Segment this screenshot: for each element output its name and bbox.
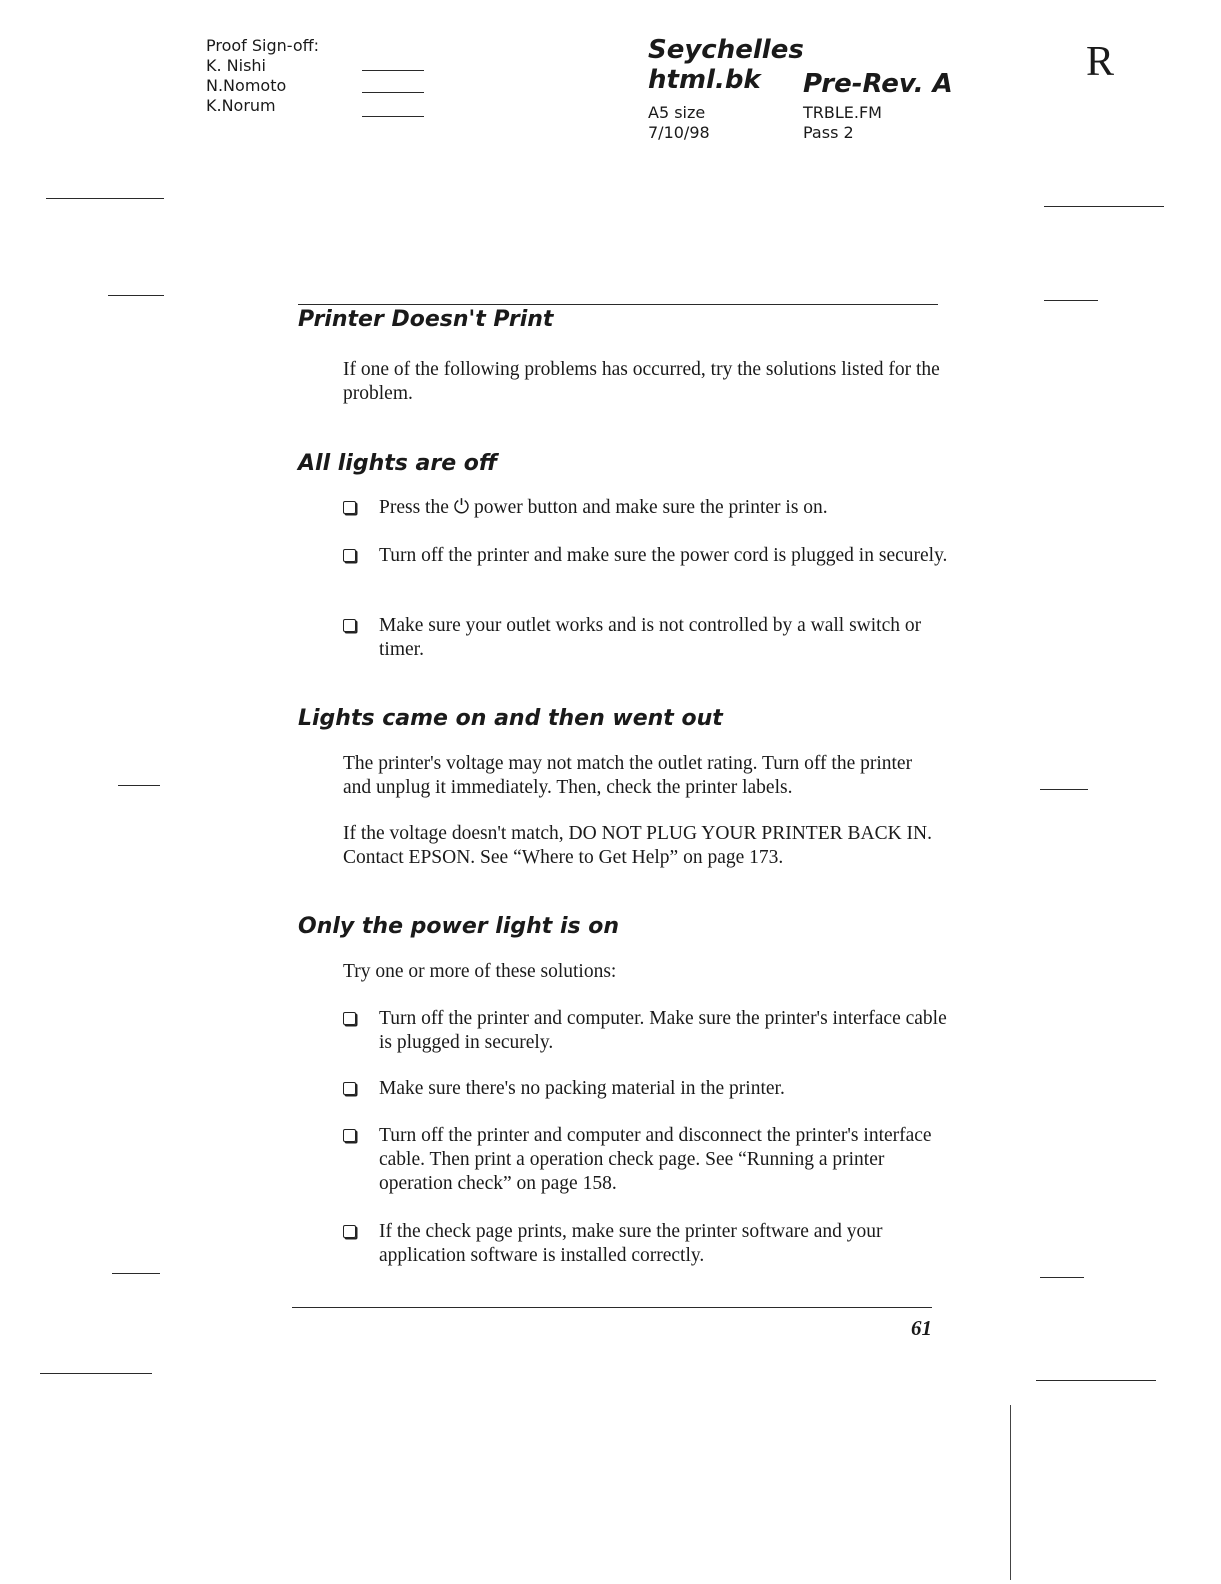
- checkbox-bullet-icon: [343, 549, 356, 562]
- signer-name: N.Nomoto: [206, 76, 287, 95]
- file-label: TRBLE.FM: [803, 103, 882, 122]
- revision-label: Pre-Rev. A: [803, 69, 953, 99]
- signature-line: [362, 70, 424, 71]
- checkbox-bullet-icon: [343, 501, 356, 514]
- footer-rule: [292, 1307, 932, 1308]
- book-file: html.bk: [648, 65, 761, 95]
- list-item-text: Make sure there's no packing material in the printer.: [379, 1078, 785, 1099]
- paragraph: Try one or more of these solutions:: [343, 961, 617, 982]
- proof-label: Proof Sign-off:: [206, 36, 320, 55]
- paragraph: If the voltage doesn't match, DO NOT PLUG YOUR PRINTER BACK IN. Contact EPSON. See “Where to Get Help” on page 173.: [343, 823, 932, 868]
- crop-mark: [46, 198, 164, 199]
- book-title: Seychelles: [648, 35, 804, 65]
- page-number: 61: [911, 1316, 932, 1340]
- crop-mark: [40, 1373, 152, 1374]
- crop-mark-vertical: [1010, 1405, 1011, 1580]
- proof-signoff-block: [206, 36, 319, 116]
- list-item-text: Turn off the printer and make sure the power cord is plugged in securely.: [379, 545, 948, 566]
- section-heading: Only the power light is on: [298, 914, 620, 939]
- checkbox-bullet-icon: [343, 1012, 356, 1025]
- corner-mark: R: [1086, 39, 1115, 85]
- checkbox-bullet-icon: [343, 1129, 356, 1142]
- date-label: 7/10/98: [648, 123, 710, 142]
- checkbox-bullet-icon: [343, 1082, 356, 1095]
- paragraph: The printer's voltage may not match the outlet rating. Turn off the printer and unplug it immediately. Then, check the printer labels.: [343, 753, 913, 798]
- list-item-text: Make sure your outlet works and is not controlled by a wall switch or timer.: [379, 615, 922, 660]
- list-item-text: Press the ⏻ power button and make sure the printer is on.: [379, 497, 828, 518]
- page-title: Printer Doesn't Print: [298, 307, 554, 332]
- crop-mark: [1044, 206, 1164, 207]
- crop-mark: [108, 295, 164, 296]
- signer-name: K.Norum: [206, 96, 276, 115]
- list-item-text: If the check page prints, make sure the printer software and your application software is installed correctly.: [379, 1221, 883, 1266]
- intro-paragraph: If one of the following problems has occurred, try the solutions listed for the problem.: [343, 359, 940, 404]
- size-label: A5 size: [648, 103, 706, 122]
- list-item-text: Turn off the printer and computer and disconnect the printer's interface cable. Then print a operation check page. See “Running a printer operation check” on page 158.: [379, 1125, 932, 1194]
- crop-mark: [1040, 789, 1088, 790]
- list-item-text: Turn off the printer and computer. Make sure the printer's interface cable is plugged in securely.: [379, 1008, 947, 1053]
- signature-line: [362, 116, 424, 117]
- crop-mark: [118, 785, 160, 786]
- pass-label: Pass 2: [803, 123, 854, 142]
- title-rule: [298, 304, 938, 305]
- crop-mark: [1040, 1277, 1084, 1278]
- section-heading: Lights came on and then went out: [298, 706, 723, 731]
- section-heading: All lights are off: [298, 451, 498, 476]
- signature-line: [362, 92, 424, 93]
- signer-name: K. Nishi: [206, 56, 266, 75]
- crop-mark: [1036, 1380, 1156, 1381]
- crop-mark: [1044, 300, 1098, 301]
- checkbox-bullet-icon: [343, 1225, 356, 1238]
- checkbox-bullet-icon: [343, 619, 356, 632]
- crop-mark: [112, 1273, 160, 1274]
